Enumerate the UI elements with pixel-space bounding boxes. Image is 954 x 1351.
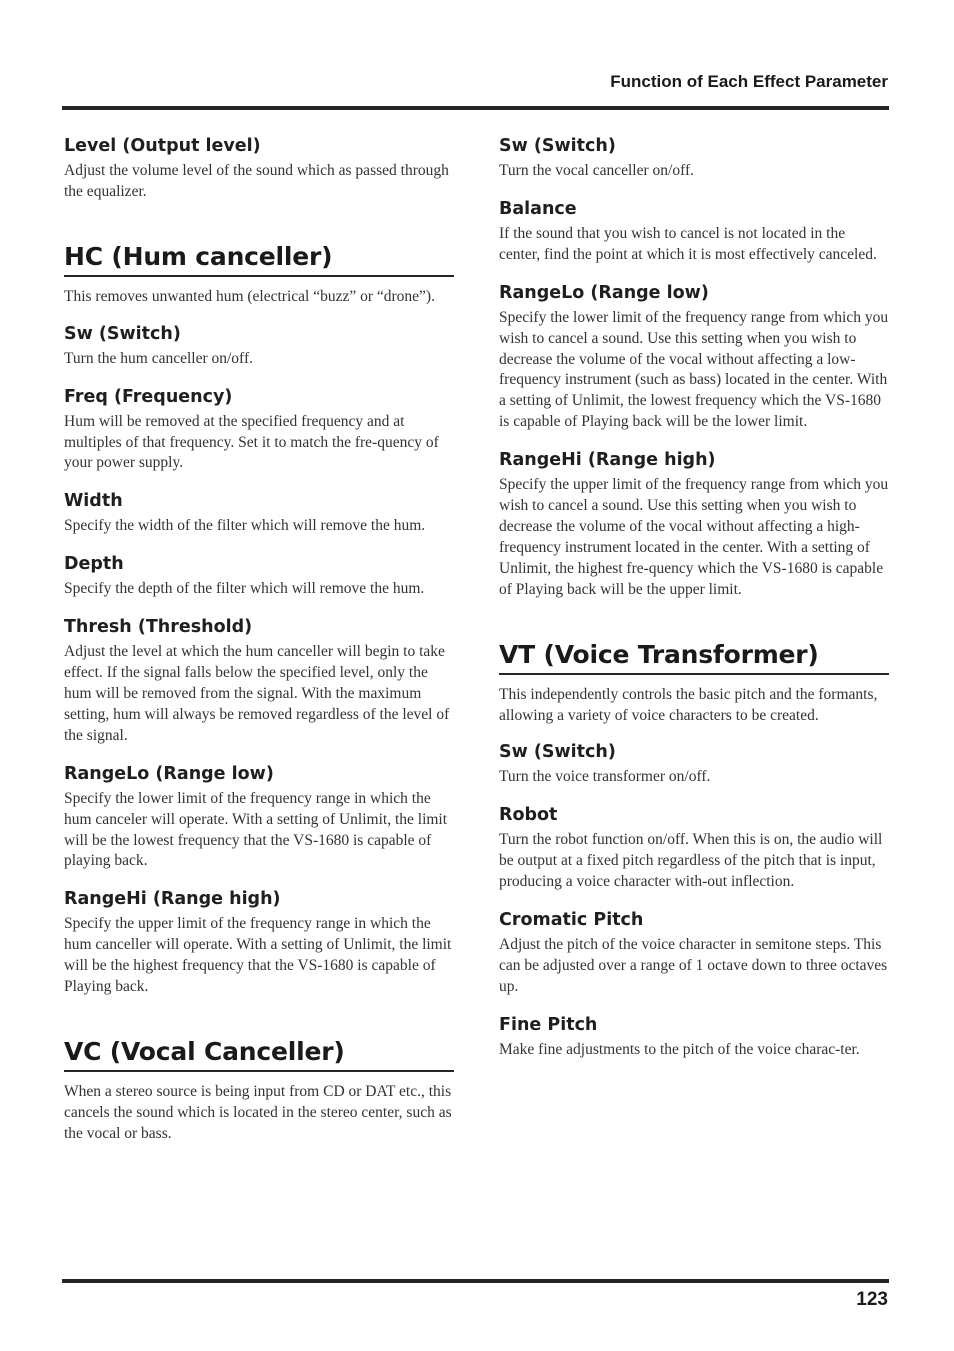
param-hc-freq [64,385,454,475]
param-text: Specify the depth of the filter which will remove the hum. [64,580,425,598]
param-title: RangeLo (Range low) [499,282,709,303]
param-title: Freq (Frequency) [64,386,233,407]
param-text: Turn the vocal canceller on/off. [499,162,694,179]
footer-rule [62,1279,889,1283]
param-text: Specify the lower limit of the frequency range from which you wish to cancel a sound. Use this setting when you wish to decrease the volume of the vocal without affecting a low-frequency instrument (such as bass) located in the center. With a setting of Unlimit, the lowest frequency which the VS-1680 is capable of Playing back will be the lower limit. [499,308,889,431]
param-title: RangeHi (Range high) [499,450,716,471]
right-column [499,134,889,1076]
param-text: Turn the hum canceller on/off. [64,349,253,367]
param-vt-fine-pitch [499,1013,889,1061]
param-vc-balance [499,197,889,266]
header-rule [62,106,889,110]
param-text: If the sound that you wish to cancel is not located in the center, find the point at which it is most effectively canceled. [499,224,877,263]
param-vc-rangehi [499,448,889,600]
section-intro-hc: This removes unwanted hum (electrical “buzz” or “drone”). [64,287,435,305]
param-hc-width [64,489,454,537]
param-vc-rangelo [499,281,889,433]
param-hc-depth [64,552,454,600]
param-text: Adjust the volume level of the sound which as passed through the equalizer. [64,162,449,200]
param-title: Width [64,491,123,512]
param-title: Cromatic Pitch [499,910,644,931]
left-column [64,134,454,1159]
param-text: Specify the lower limit of the frequency range in which the hum canceler will operate. With a setting of Unlimit, the limit will be the lowest frequency that the VS-1680 is capable of playing back. [64,789,448,870]
param-title: RangeHi (Range high) [64,889,281,910]
param-level [64,134,454,203]
param-title: Balance [499,198,577,219]
section-title-vt: VT (Voice Transformer) [499,639,889,675]
section-vc [64,1036,454,1145]
param-text: Adjust the pitch of the voice character in semitone steps. This can be adjusted over a range of 1 octave down to three octaves up. [499,936,888,995]
param-hc-rangehi [64,887,454,998]
running-header: Function of Each Effect Parameter [610,72,888,91]
section-intro-vc: When a stereo source is being input from CD or DAT etc., this cancels the sound which is located in the stereo center, such as the vocal or bass. [64,1082,452,1142]
page-number: 123 [856,1289,888,1310]
param-hc-rangelo [64,762,454,873]
section-title-hc: HC (Hum canceller) [64,241,454,277]
param-text: Make fine adjustments to the pitch of the voice charac-ter. [499,1040,860,1058]
section-hc [64,241,454,998]
param-text: Specify the upper limit of the frequency range in which the hum canceller will operate. With a setting of Unlimit, the limit will be the highest frequency that the VS-1680 is capable of Playing back. [64,915,452,996]
param-hc-thresh [64,615,454,747]
param-title: Sw (Switch) [499,742,616,763]
param-title: Sw (Switch) [64,323,181,344]
section-intro-vt: This independently controls the basic pitch and the formants, allowing a variety of voice characters to be created. [499,685,878,724]
param-text: Specify the width of the filter which will remove the hum. [64,517,426,535]
param-vt-sw [499,740,889,788]
param-title: RangeLo (Range low) [64,763,274,784]
param-title: Depth [64,554,124,575]
param-text: Hum will be removed at the specified frequency and at multiples of that frequency. Set it to match the fre-quency of your power supply. [64,412,439,472]
param-text: Turn the voice transformer on/off. [499,768,711,786]
param-title: Sw (Switch) [499,136,616,156]
param-title: Robot [499,805,558,826]
param-text: Adjust the level at which the hum canceller will begin to take effect. If the signal falls below the specified level, only the hum will be removed from the signal. With the maximum setting, hum will always be removed regardless of the level of the signal. [64,643,450,744]
section-vt [499,639,889,1061]
param-vc-sw [499,134,889,182]
param-title: Level (Output level) [64,136,261,156]
param-title: Fine Pitch [499,1014,598,1035]
section-title-vc: VC (Vocal Canceller) [64,1036,454,1072]
param-vt-robot [499,803,889,893]
param-text: Specify the upper limit of the frequency range from which you wish to cancel a sound. Use this setting when you wish to decrease the volume of the vocal without affecting a high-frequency instrument located in the center. With a setting of Unlimit, the highest fre-quency which the VS-1680 is capable of Playing back will be the upper limit. [499,476,889,598]
param-vt-cromatic-pitch [499,908,889,998]
param-title: Thresh (Threshold) [64,617,253,638]
param-hc-sw [64,322,454,370]
param-text: Turn the robot function on/off. When this is on, the audio will be output at a fixed pitch regardless of the pitch that is input, producing a voice character with-out inflection. [499,831,883,891]
